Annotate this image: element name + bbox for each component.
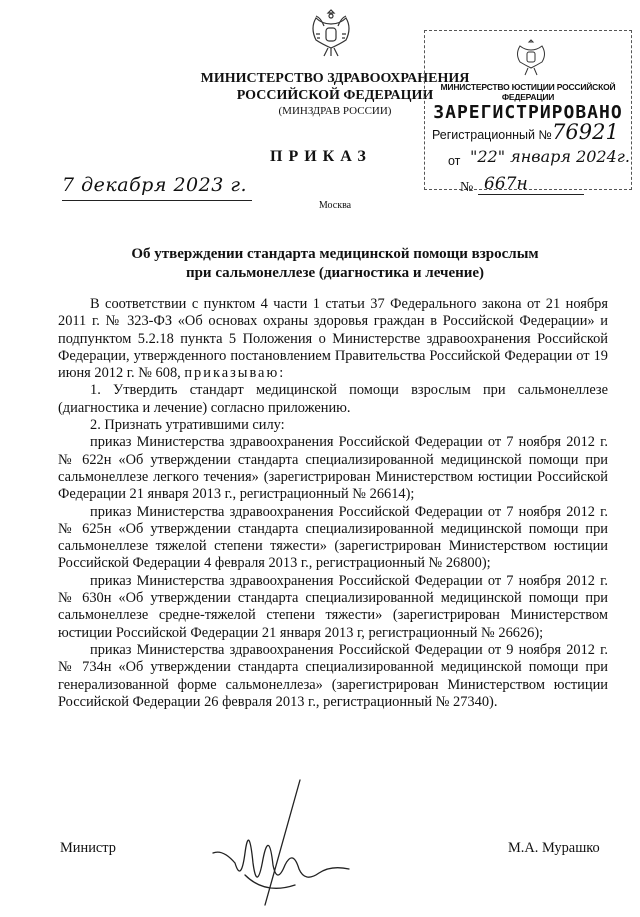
- city: Москва: [318, 200, 352, 211]
- document-type: ПРИКАЗ: [270, 148, 372, 165]
- order-word: приказываю:: [184, 365, 286, 382]
- stamp-date-label: от: [448, 154, 461, 168]
- item-1: 1. Утвердить стандарт медицинской помощи взрослым при сальмонеллезе (диагностика и лечение) согласно приложению.: [58, 382, 608, 416]
- stamp-organization: МИНИСТЕРСТВО ЮСТИЦИИ РОССИЙСКОЙ ФЕДЕРАЦИИ: [440, 82, 616, 102]
- stamp-reg-number: 76921: [552, 120, 619, 144]
- intro-text: В соответствии с пунктом 4 части 1 статьи 37 Федерального закона от 21 ноября 2011 г. № 323-ФЗ «Об основах охраны здоровья граждан в Российской Федерации» и подпунктом 5.2.18 пункта 5 Положения о Министерстве здравоохранения Российской Федерации, утвержденного постановлением Правительства Российской Федерации от 19 июня 2012 г. № 608,: [58, 296, 608, 382]
- stamp-date: "22" января 2024г.: [470, 147, 630, 166]
- coat-of-arms-icon: [306, 4, 356, 62]
- title-line1: Об утверждении стандарта медицинской помощи взрослым: [131, 246, 539, 262]
- minister-title: Министр: [60, 840, 116, 856]
- repeal-1: приказ Министерства здравоохранения Российской Федерации от 7 ноября 2012 г. № 622н «Об утверждении стандарта специализированной медицинской помощи при сальмонеллезе легкого течения» (зарегистрирован Министерством юстиции Российской Федерации 21 января 2013 г., регистрационный № 26614);: [58, 434, 608, 503]
- order-number-label: №: [460, 180, 474, 195]
- minister-name: М.А. Мурашко: [508, 840, 600, 856]
- document-body: [58, 296, 608, 711]
- item-2: 2. Признать утратившими силу:: [90, 417, 285, 434]
- date-underline: [62, 200, 252, 201]
- order-number: 667н: [484, 174, 528, 194]
- ministry-name-line1: МИНИСТЕРСТВО ЗДРАВООХРАНЕНИЯ: [200, 71, 470, 86]
- title-line2: при сальмонеллезе (диагностика и лечение): [185, 265, 485, 281]
- order-date: 7 декабря 2023 г.: [62, 174, 248, 196]
- stamp-registered-label: ЗАРЕГИСТРИРОВАНО: [433, 102, 623, 123]
- number-underline: [478, 194, 584, 195]
- repeal-2: приказ Министерства здравоохранения Российской Федерации от 7 ноября 2012 г. № 625н «Об утверждении стандарта специализированной медицинской помощи при сальмонеллезе тяжелой степени тяжести» (зарегистрирован Министерством юстиции Российской Федерации 4 февраля 2013 г., регистрационный № 26800);: [58, 503, 608, 572]
- document-title: [90, 245, 580, 283]
- repeal-3: приказ Министерства здравоохранения Российской Федерации от 7 ноября 2012 г. № 630н «Об утверждении стандарта специализированной медицинской помощи при сальмонеллезе средне-тяжелой степени тяжести» (зарегистрирован Министерством юстиции Российской Федерации 21 января 2013 г, регистрационный № 26626);: [58, 572, 608, 641]
- ministry-name-line2: РОССИЙСКОЙ ФЕДЕРАЦИИ: [236, 88, 434, 103]
- stamp-coat-of-arms-icon: [512, 36, 550, 78]
- repeal-4: приказ Министерства здравоохранения Российской Федерации от 9 ноября 2012 г. № 734н «Об утверждении стандарта специализированной медицинской помощи при генерализованной форме сальмонеллеза» (зарегистрирован Министерством юстиции Российской Федерации 26 февраля 2013 г., регистрационный № 27340).: [58, 641, 608, 710]
- stamp-reg-number-label: Регистрационный №: [432, 128, 552, 142]
- ministry-short-name: (МИНЗДРАВ РОССИИ): [278, 105, 392, 117]
- intro-paragraph: [58, 296, 608, 382]
- signature: [205, 775, 355, 915]
